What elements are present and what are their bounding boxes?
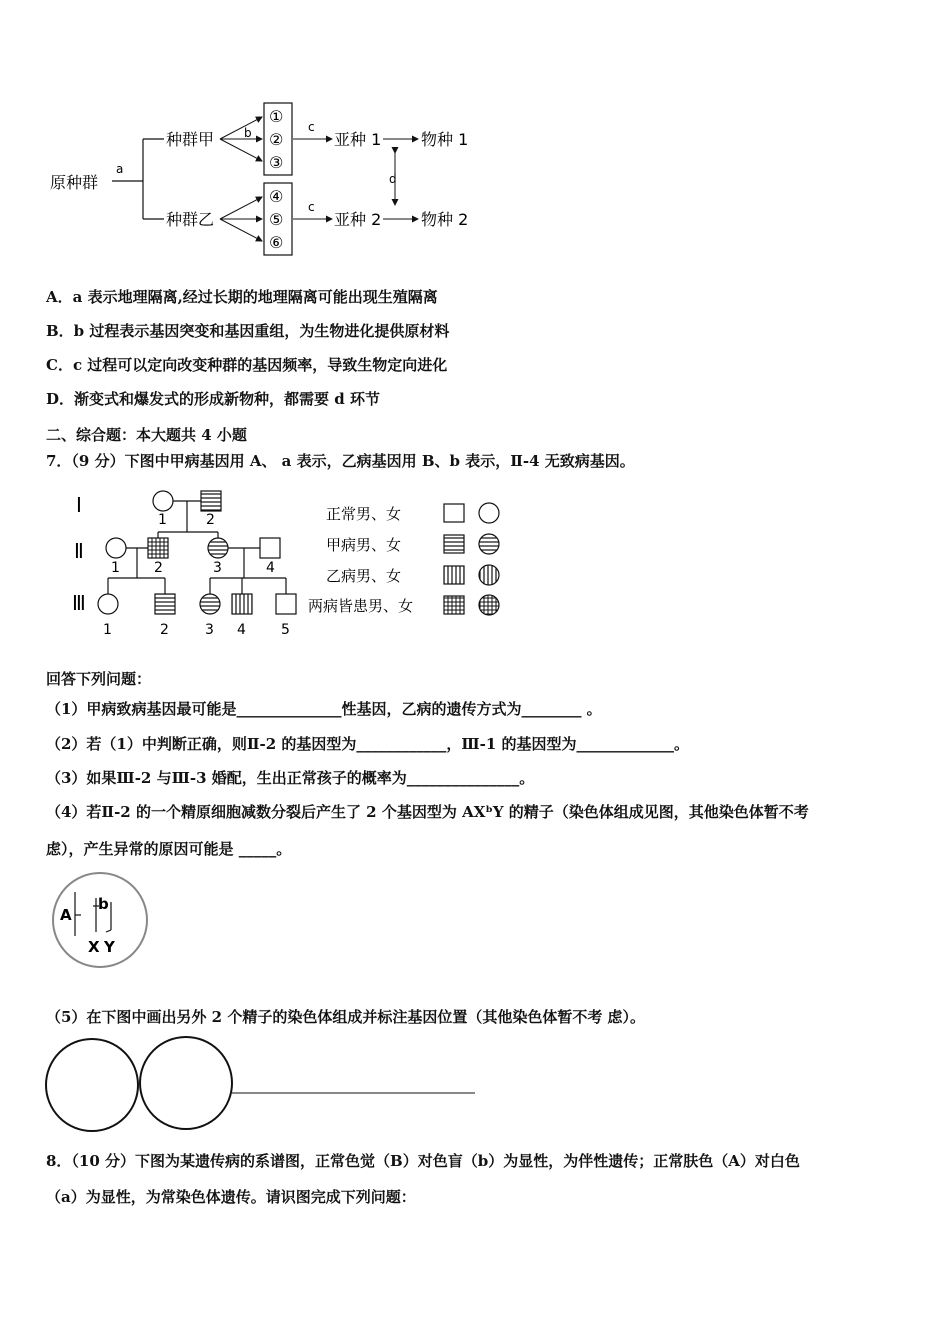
option-c: C．c 过程可以定向改变种群的基因频率，导致生物定向进化: [46, 356, 448, 374]
q8-line2: （a）为显性，为常染色体遗传。请识图完成下列问题：: [46, 1188, 416, 1206]
q7-sub-4-line1: （4）若Ⅱ-2 的一个精原细胞减数分裂后产生了 2 个基因型为 AXᵇY 的精子（染色体组成见图，其他染色体暂不考: [46, 803, 809, 821]
sperm-cell-diagram: [48, 868, 152, 972]
q7-sub-4-line2: 虑），产生异常的原因可能是 _____。: [46, 840, 292, 858]
q7-sub-5: （5）在下图中画出另外 2 个精子的染色体组成并标注基因位置（其他染色体暂不考 虑）。: [46, 1008, 646, 1026]
chromosome-label-X: X: [88, 938, 100, 956]
subspecies-2: 亚种 2: [334, 210, 382, 229]
generation-2-label: Ⅱ: [74, 539, 84, 563]
species-1: 物种 1: [421, 130, 469, 149]
species-2: 物种 2: [421, 210, 469, 229]
legend-both-diseases: 两病皆患男、女: [308, 597, 414, 615]
answer-drawing-area: [40, 1033, 480, 1139]
q7-sub-2: （2）若（1）中判断正确，则Ⅱ-2 的基因型为____________，Ⅲ-1 的基因型为_____________。: [46, 735, 690, 753]
gene-label-b: b: [98, 895, 109, 913]
gen3-number-5: 5: [281, 622, 290, 638]
section-title: 二、综合题：本大题共 4 小题: [46, 426, 247, 444]
box2-item-1: ④: [269, 187, 284, 206]
box2-item-3: ⑥: [269, 233, 284, 252]
legend-disease-jia: 甲病男、女: [326, 536, 402, 554]
gen3-number-4: 4: [237, 622, 246, 638]
gen3-number-2: 2: [160, 622, 169, 638]
q7-prompt: 回答下列问题：: [46, 670, 152, 688]
subspecies-1: 亚种 1: [334, 130, 382, 149]
origin-population: 原种群: [50, 173, 99, 192]
legend-disease-yi: 乙病男、女: [326, 567, 402, 585]
q7-sub-1: （1）甲病致病基因最可能是______________性基因，乙病的遗传方式为________ 。: [46, 700, 602, 718]
gen2-number-4: 4: [266, 560, 275, 576]
gen1-number-2: 2: [206, 512, 215, 528]
population-jia: 种群甲: [166, 130, 215, 149]
gen2-number-2: 2: [154, 560, 163, 576]
generation-3-label: Ⅲ: [72, 591, 86, 615]
label-c-top: c: [308, 120, 315, 134]
box2-item-2: ⑤: [269, 210, 284, 229]
option-d: D．渐变式和爆发式的形成新物种，都需要 d 环节: [46, 390, 380, 408]
q8-line1: 8．（10 分）下图为某遗传病的系谱图，正常色觉（B）对色盲（b）为显性，为伴性遗传；正常肤色（A）对白色: [46, 1152, 800, 1170]
gen2-number-3: 3: [213, 560, 222, 576]
option-b: B．b 过程表示基因突变和基因重组，为生物进化提供原材料: [46, 322, 450, 340]
label-d: d: [389, 172, 397, 186]
q7-sub-3: （3）如果Ⅲ-2 与Ⅲ-3 婚配，生出正常孩子的概率为_______________。: [46, 769, 535, 787]
pedigree-chart: [70, 480, 510, 640]
label-c-bottom: c: [308, 200, 315, 214]
box1-item-2: ②: [269, 130, 284, 149]
gen3-number-3: 3: [205, 622, 214, 638]
box1-item-3: ③: [269, 153, 284, 172]
population-yi: 种群乙: [166, 210, 215, 229]
generation-1-label: Ⅰ: [76, 493, 82, 517]
chromosome-label-Y: Y: [104, 938, 115, 956]
gene-label-A: A: [60, 906, 72, 924]
speciation-diagram: [40, 95, 500, 265]
gen1-number-1: 1: [158, 512, 167, 528]
option-a: A．a 表示地理隔离,经过长期的地理隔离可能出现生殖隔离: [46, 288, 438, 306]
legend-normal: 正常男、女: [326, 505, 402, 523]
gen3-number-1: 1: [103, 622, 112, 638]
q7-stem: 7．（9 分）下图中甲病基因用 A、 a 表示，乙病基因用 B、b 表示，Ⅱ-4 无致病基因。: [46, 452, 635, 470]
gen2-number-1: 1: [111, 560, 120, 576]
label-a: a: [116, 162, 124, 176]
label-b: b: [244, 126, 252, 140]
box1-item-1: ①: [269, 107, 284, 126]
